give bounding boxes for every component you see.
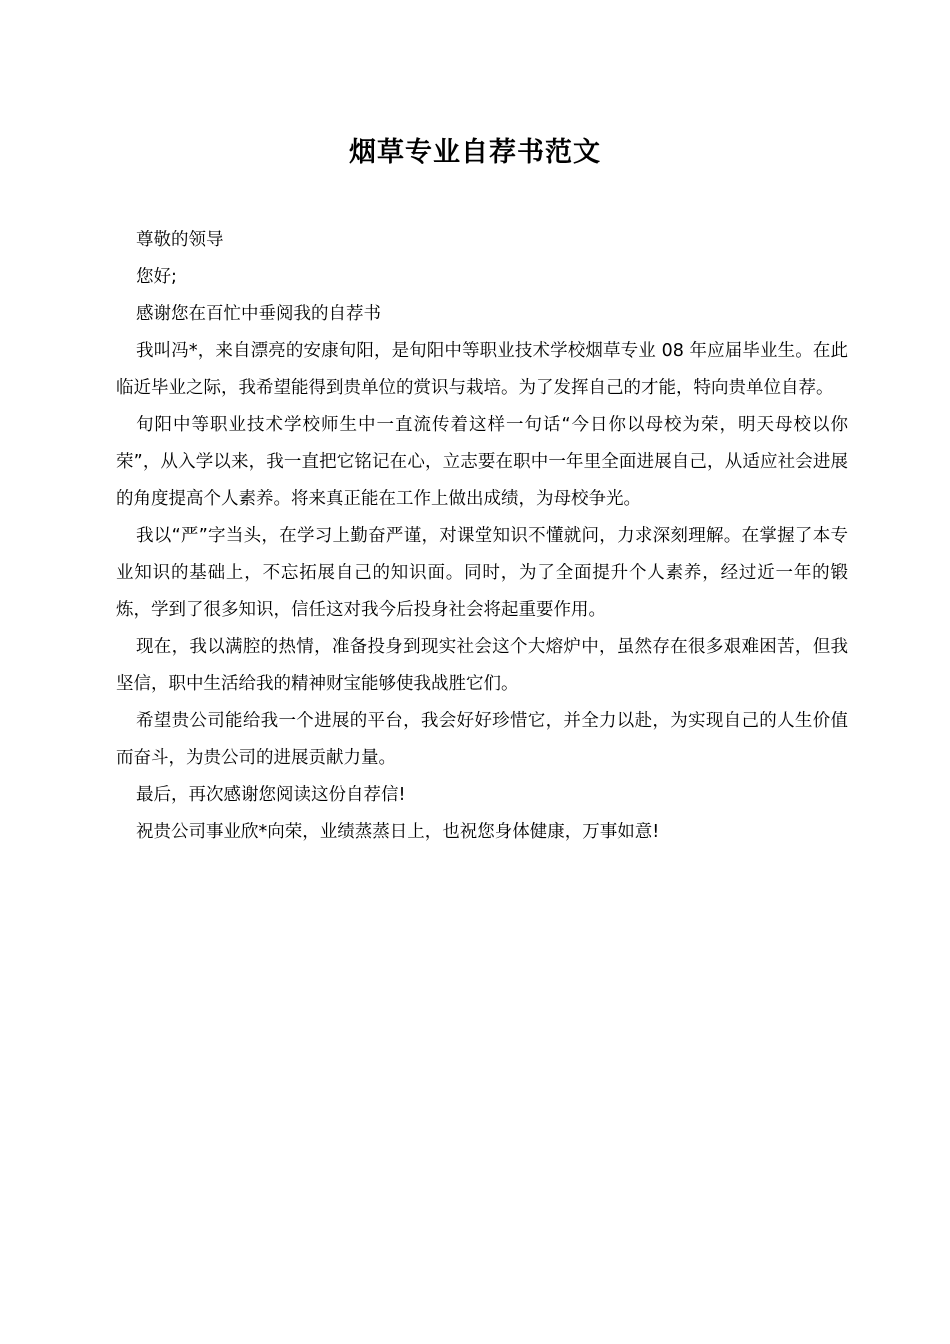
closing-wishes: 祝贵公司事业欣*向荣，业绩蒸蒸日上，也祝您身体健康，万事如意! bbox=[136, 822, 660, 842]
body-paragraph: 现在，我以满腔的热情，准备投身到现实社会这个大熔炉中，虽然存在很多艰难困苦，但我坚信，职中生活给我的精神财宝能够使我战胜它们。 bbox=[116, 637, 848, 694]
salutation: 尊敬的领导 bbox=[136, 230, 224, 250]
body-paragraph: 旬阳中等职业技术学校师生中一直流传着这样一句话“今日你以母校为荣，明天母校以你荣”，从入学以来，我一直把它铭记在心，立志要在职中一年里全面进展自己，从适应社会进展的角度提高个人素养。将来真正能在工作上做出成绩，为母校争光。 bbox=[116, 415, 848, 509]
document-title: 烟草专业自荐书范文 bbox=[349, 137, 601, 168]
body-paragraph: 我以“严”字当头，在学习上勤奋严谨，对课堂知识不懂就问，力求深刻理解。在掌握了本专业知识的基础上，不忘拓展自己的知识面。同时，为了全面提升个人素养，经过近一年的锻炼，学到了很多知识，信任这对我今后投身社会将起重要作用。 bbox=[116, 526, 848, 620]
closing-thanks: 最后，再次感谢您阅读这份自荐信! bbox=[136, 785, 406, 805]
thanks-line: 感谢您在百忙中垂阅我的自荐书 bbox=[136, 304, 381, 324]
greeting: 您好; bbox=[136, 267, 177, 287]
body-paragraph: 我叫冯*，来自漂亮的安康旬阳，是旬阳中等职业技术学校烟草专业 08 年应届毕业生。在此临近毕业之际，我希望能得到贵单位的赏识与栽培。为了发挥自己的才能，特向贵单位自荐。 bbox=[116, 341, 848, 398]
document-body bbox=[116, 222, 848, 851]
body-paragraph: 希望贵公司能给我一个进展的平台，我会好好珍惜它，并全力以赴，为实现自己的人生价值而奋斗，为贵公司的进展贡献力量。 bbox=[116, 711, 848, 768]
